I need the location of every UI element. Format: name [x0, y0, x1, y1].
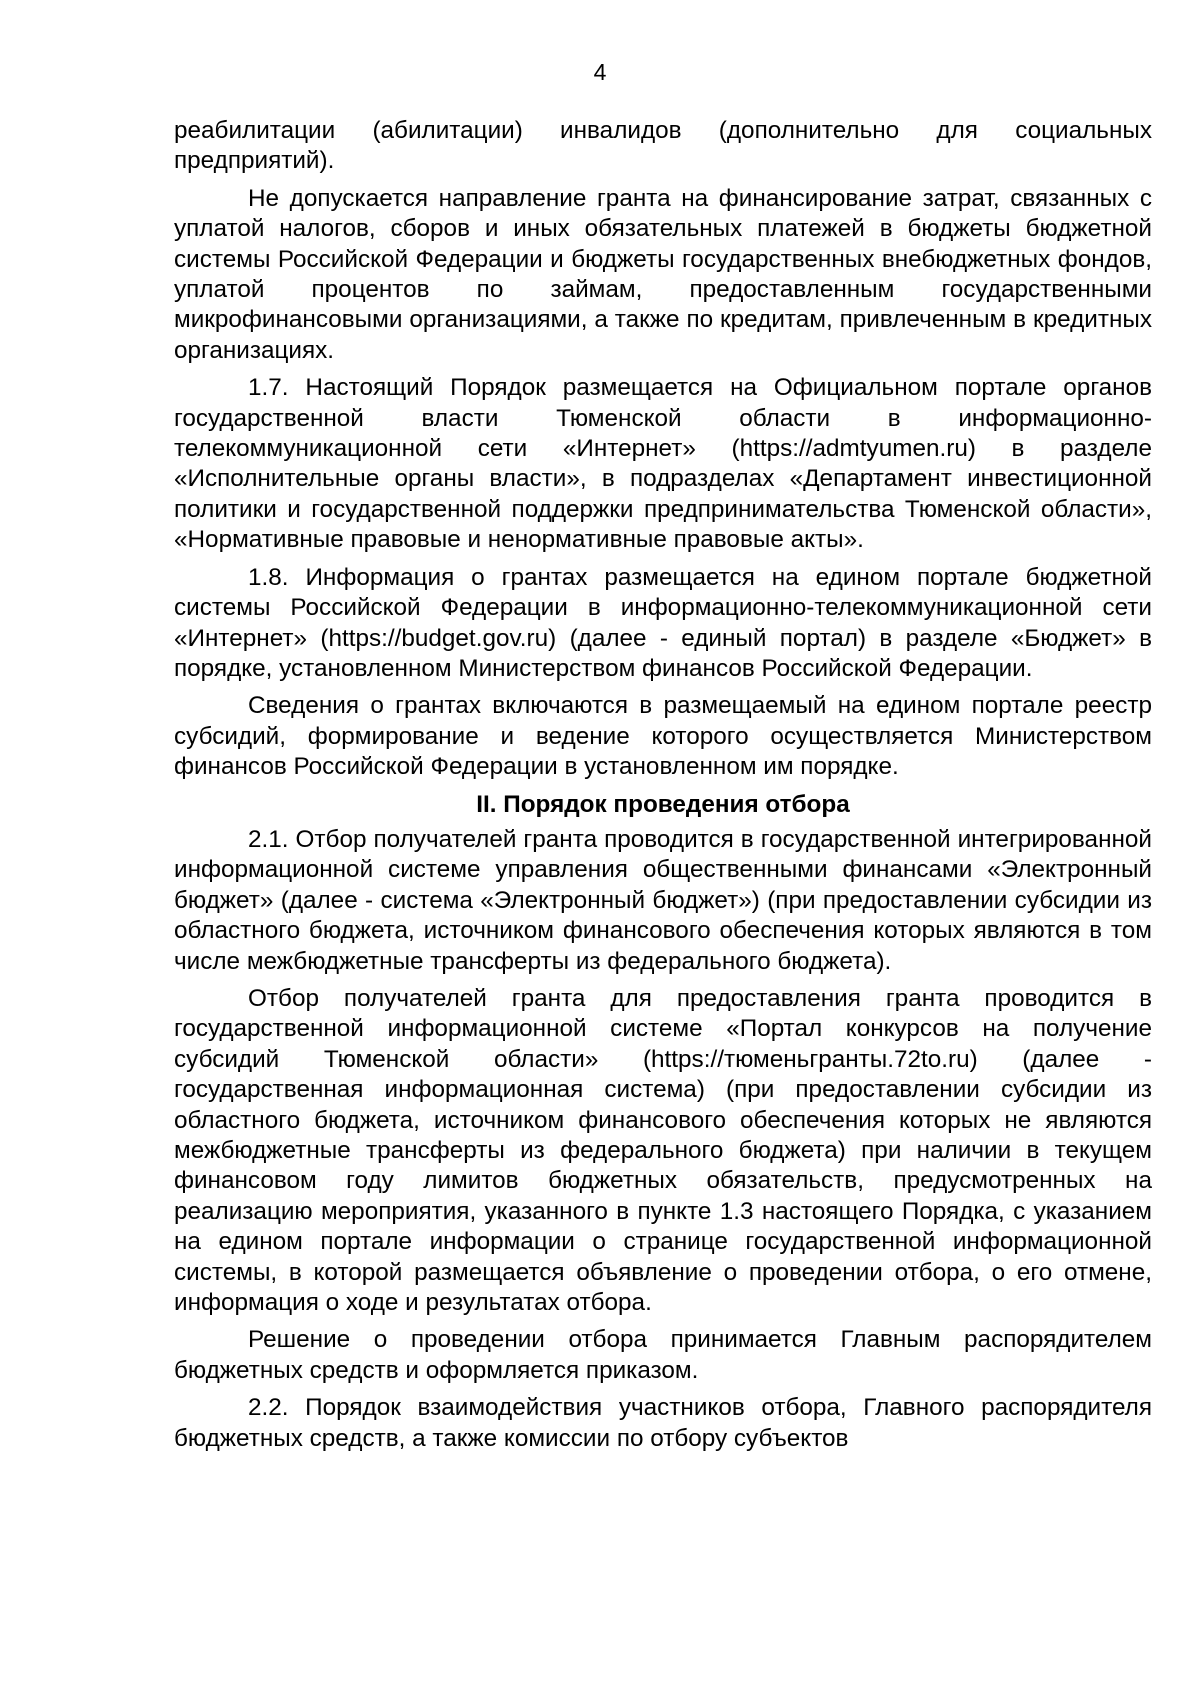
paragraph-subsidy-registry: Сведения о грантах включаются в размещаемый на едином портале реестр субсидий, формирование и ведение которого осуществляется Министерством финансов Российской Федерации в установленном им порядке.: [174, 692, 1152, 781]
paragraph-2-2: 2.2. Порядок взаимодействия участников отбора, Главного распорядителя бюджетных средств, а также комиссии по отбору субъектов: [174, 1394, 1152, 1452]
document-body: [174, 116, 1152, 1454]
paragraph-1-7: 1.7. Настоящий Порядок размещается на Официальном портале органов государственной власти Тюменской области в информационно-телекоммуникационной сети «Интернет» (https://admtyumen.ru) в разделе «Исполнительные органы власти», в подразделах «Департамент инвестиционной политики и государственной поддержки предпринимательства Тюменской области», «Нормативные правовые и ненормативные правовые акты».: [174, 374, 1152, 554]
page-number: 4: [593, 59, 607, 85]
paragraph-selection-decision: Решение о проведении отбора принимается Главным распорядителем бюджетных средств и оформляется приказом.: [174, 1326, 1152, 1384]
paragraph-continuation: реабилитации (абилитации) инвалидов (дополнительно для социальных предприятий).: [174, 117, 1152, 175]
paragraph-grant-expense-restriction: Не допускается направление гранта на финансирование затрат, связанных с уплатой налогов, сборов и иных обязательных платежей в бюджеты бюджетной системы Российской Федерации и бюджеты государственных внебюджетных фондов, уплатой процентов по займам, предоставленным государственными микрофинансовыми организациями, а также по кредитам, привлеченным в кредитных организациях.: [174, 184, 1152, 364]
paragraph-2-1: 2.1. Отбор получателей гранта проводится в государственной интегрированной информационной системе управления общественными финансами «Электронный бюджет» (далее - система «Электронный бюджет») (при предоставлении субсидии из областного бюджета, источником финансового обеспечения которых являются в том числе межбюджетные трансферты из федерального бюджета).: [174, 825, 1152, 975]
paragraph-selection-state-system: Отбор получателей гранта для предоставления гранта проводится в государственной информационной системе «Портал конкурсов на получение субсидий Тюменской области» (https://тюменьгранты.72to.ru) (далее - государственная информационная система) (при предоставлении субсидии из областного бюджета, источником финансового обеспечения которых не являются межбюджетные трансферты из федерального бюджета) при наличии в текущем финансовом году лимитов бюджетных обязательств, предусмотренных на реализацию мероприятия, указанного в пункте 1.3 настоящего Порядка, с указанием на едином портале информации о странице государственной информационной системы, в которой размещается объявление о проведении отбора, о его отмене, информация о ходе и результатах отбора.: [174, 984, 1152, 1317]
paragraph-1-8: 1.8. Информация о грантах размещается на едином портале бюджетной системы Российской Федерации в информационно-телекоммуникационной сети «Интернет» (https://budget.gov.ru) (далее - единый портал) в разделе «Бюджет» в порядке, установленном Министерством финансов Российской Федерации.: [174, 563, 1152, 682]
section-heading: II. Порядок проведения отбора: [476, 790, 850, 818]
